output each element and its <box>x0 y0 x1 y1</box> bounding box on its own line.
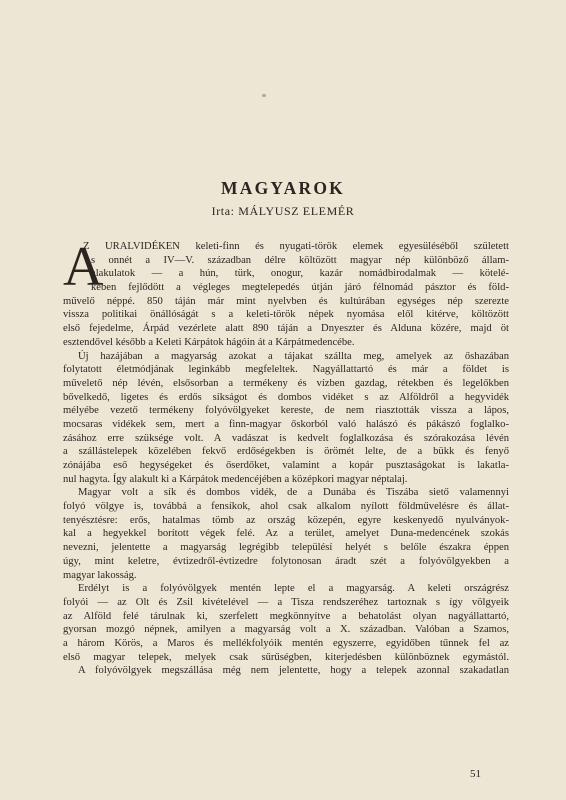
text-line: az Alföld felé tárulnak ki, szerfelett megkönnyítve a behatolást olyan nagyállattartó, <box>63 610 509 622</box>
text-line: gyorsan mozgó népnek, amilyen a magyarság volt a X. században. Valóban a Szamos, <box>63 624 509 636</box>
text-line: bővelkedő, ligetes és erdős síkságot és dombos vidéket s az Alföldről a hegyvidék <box>63 391 509 403</box>
text-line: nevezni, jelentette a magyarság legrégibb településí helyét s belőle északra éppen <box>63 542 509 554</box>
text-line: magyar lakosság. <box>63 569 137 581</box>
text-line: Erdélyt is a folyóvölgyek mentén lepte el a magyarság. A keleti országrész <box>78 583 509 595</box>
author-byline: Irta: MÁLYUSZ ELEMÉR <box>211 204 355 218</box>
text-line: folyói — az Olt és Zsil kivételével — a Tisza rendszeréhez tartoznak s így völgyeik <box>63 596 509 608</box>
text-line: nul hagyta. Így alakult ki a Kárpátok medencéjében a középkori magyar néptalaj. <box>63 473 408 485</box>
text-line: Új hazájában a magyarság azokat a tájakat szállta meg, amelyek az őshazában <box>78 350 509 362</box>
text-line: művelő néppé. 850 táján már mint nyelvben és kultúrában egységes nép szerezte <box>63 295 509 307</box>
text-line: folyó völgye is, továbbá a fensíkok, ahol csak alkalom nyílott földművelésre és állat- <box>63 501 509 513</box>
ink-speck <box>262 94 266 97</box>
text-line: folytatott életmódjának leginkább megfeleltek. Nagyállattartó és már a földet is <box>63 364 509 376</box>
text-line: úgy, mint keletre, évtizedről-évtizedre folytonosan áradt szét a folyóvölgyekben a <box>63 555 509 567</box>
text-line: Magyar volt a sík és dombos vidék, de a Dunába és Tiszába siető valamennyi <box>78 487 509 499</box>
text-line: zónájába eső hegységeket és őserdőket, valamint a kopár pusztaságokat is lakatla- <box>63 460 509 471</box>
drop-cap: A <box>63 236 104 298</box>
text-line: alakulatok — a hún, türk, onogur, kazár nomádbirodalmak — kötelé- <box>91 268 509 280</box>
text-line: vissza politikai önállóságát s a keleti-török népek nyomása elől kitérve, költözött <box>63 309 509 321</box>
text-line: zásához erre szüksége volt. A vadászat is kedvelt foglalkozása és szórakozása lévén <box>63 432 509 444</box>
text-line: mélyébe vezető termékeny folyóvölgyeket kereste, de nem riasztották vissza a lápos, <box>63 405 509 417</box>
text-line: Z URALVIDÉKEN keleti-finn és nyugati-török elemek egyesüléséből született <box>83 241 509 252</box>
text-line: mocsaras vidékek sem, mert a finn-magyar őskorból való halászó és pákászó foglalko- <box>63 418 509 430</box>
text-line: tenyésztésre: erős, hatalmas tömb az ország közepén, egyre keskenyedő nyulványok- <box>63 514 509 526</box>
text-line: a három Körös, a Maros és mellékfolyóik mentén egyszerre, egyidőben tűnnek fel az <box>63 637 509 649</box>
text-line: esztendővel később a Keleti Kárpátok hágóin át a Kárpátmedencébe. <box>63 336 355 348</box>
text-line: első fejedelme, Árpád vezérlete alatt 890 táján a Dnyeszter és Alduna közére, majd öt <box>63 323 509 335</box>
text-line: művelető nép lévén, elsősorban a termékeny és vízben gazdag, rétekben és legelőkben <box>63 377 509 389</box>
text-line: s onnét a IV—V. században délre költözött magyar nép különböző állam- <box>91 254 509 266</box>
text-line: a szállástelepek közelében fekvő erdőségekben is örömét lelte, de a bükk és fenyő <box>63 446 509 458</box>
text-line: kében fejlődött a végleges megtelepedés útján járó félnomád pásztor és föld- <box>91 282 509 294</box>
text-line: kal a hegyekkel borított végek felé. Az a terület, amelyet Duna-medencének szokás <box>63 528 509 540</box>
page-number: 51 <box>470 768 481 780</box>
article-title: MAGYAROK <box>221 178 345 198</box>
text-line: első magyar telepek, melyek csak sűrűségben, kiterjedésben különböznek egymástól. <box>63 651 509 663</box>
article-body <box>63 236 509 678</box>
text-line: A folyóvölgyek megszállása még nem jelentette, hogy a telepek azonnal szakadatlan <box>78 665 509 677</box>
